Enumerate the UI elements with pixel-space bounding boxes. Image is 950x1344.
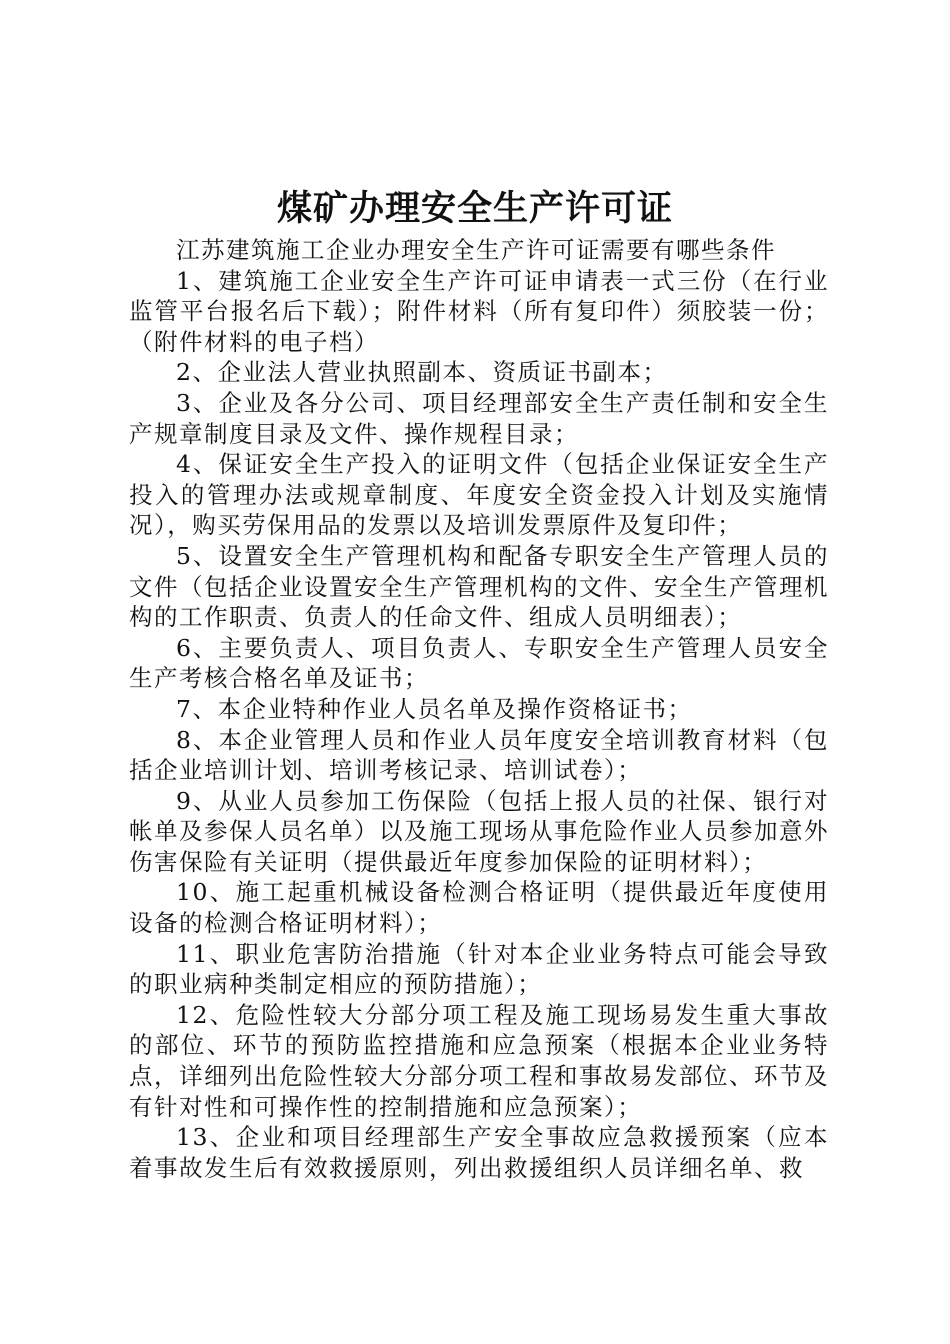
paragraph-item-3: 3、企业及各分公司、项目经理部安全生产责任制和安全生产规章制度目录及文件、操作规程目录； <box>129 388 829 448</box>
paragraph-item-2: 2、企业法人营业执照副本、资质证书副本； <box>176 358 668 387</box>
document-body <box>129 235 829 1183</box>
paragraph-item-6: 6、主要负责人、项目负责人、专职安全生产管理人员安全生产考核合格名单及证书； <box>129 633 829 693</box>
paragraph-item-8: 8、本企业管理人员和作业人员年度安全培训教育材料（包括企业培训计划、培训考核记录、培训试卷）； <box>129 725 829 785</box>
paragraph-item-12: 12、危险性较大分部分项工程及施工现场易发生重大事故的部位、环节的预防监控措施和应急预案（根据本企业业务特点，详细列出危险性较大分部分项工程和事故易发部位、环节及有针对性和可操作性的控制措施和应急预案）； <box>129 1000 829 1121</box>
paragraph-item-1: 1、建筑施工企业安全生产许可证申请表一式三份（在行业监管平台报名后下载）；附件材料（所有复印件）须胶装一份；（附件材料的电子档） <box>129 266 829 356</box>
paragraph-heading: 江苏建筑施工企业办理安全生产许可证需要有哪些条件 <box>176 236 776 264</box>
paragraph-item-7: 7、本企业特种作业人员名单及操作资格证书； <box>176 694 693 723</box>
paragraph-item-11: 11、职业危害防治措施（针对本企业业务特点可能会导致的职业病种类制定相应的预防措施）； <box>129 939 829 999</box>
paragraph-item-4: 4、保证安全生产投入的证明文件（包括企业保证安全生产投入的管理办法或规章制度、年度安全资金投入计划及实施情况），购买劳保用品的发票以及培训发票原件及复印件； <box>129 450 829 540</box>
paragraph-item-9: 9、从业人员参加工伤保险（包括上报人员的社保、银行对帐单及参保人员名单）以及施工现场从事危险作业人员参加意外伤害保险有关证明（提供最近年度参加保险的证明材料）； <box>129 786 829 876</box>
paragraph-item-13: 13、企业和项目经理部生产安全事故应急救援预案（应本着事故发生后有效救援原则，列出救援组织人员详细名单、救 <box>129 1123 829 1182</box>
paragraph-item-5: 5、设置安全生产管理机构和配备专职安全生产管理人员的文件（包括企业设置安全生产管理机构的文件、安全生产管理机构的工作职责、负责人的任命文件、组成人员明细表）； <box>129 541 829 632</box>
paragraph-item-10: 10、施工起重机械设备检测合格证明（提供最近年度使用设备的检测合格证明材料）； <box>129 878 829 938</box>
document-title: 煤矿办理安全生产许可证 <box>276 189 673 229</box>
